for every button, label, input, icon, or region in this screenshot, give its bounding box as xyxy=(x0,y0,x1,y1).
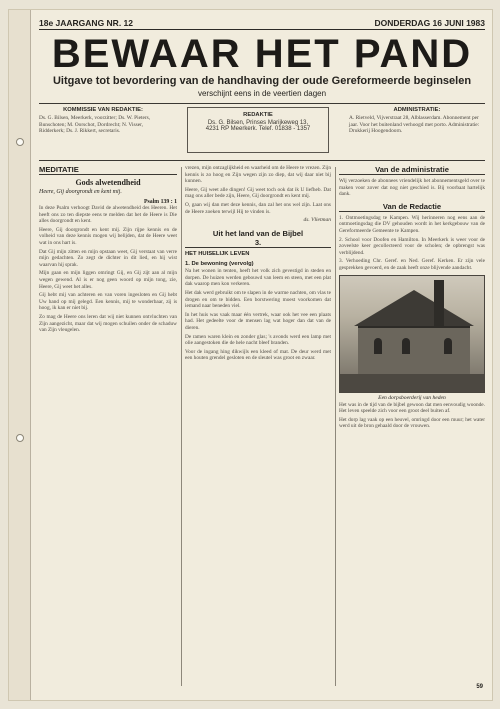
binding-margin xyxy=(9,10,31,700)
photo-ground xyxy=(340,374,484,392)
paragraph: Voor de ingang hing dikwijls een kleed of mat. De deur werd met een houten grendel gesloten en de sleutel was groot en zwaar. xyxy=(185,348,331,362)
article-body xyxy=(185,165,331,215)
article-body xyxy=(185,268,331,362)
admin-notice xyxy=(339,178,485,198)
paragraph: O, gaan wij dan met deze kennis, dan zal het ons wel zijn. Laat ons de Heere zoeken terwijl Hij te vinden is. xyxy=(185,201,331,215)
editor-heading: REDAKTIE xyxy=(243,112,273,118)
article-body xyxy=(39,205,177,334)
section-heading: Van de administratie xyxy=(339,165,485,175)
photo-window xyxy=(374,338,382,354)
binder-hole xyxy=(16,138,24,146)
info-box xyxy=(39,103,485,161)
numbered-item: 1. Ontmoetingsdag te Kampen. Wij herinneren nog eens aan de ontmoetingsdag die DV gehouden wordt in het kerkgebouw van de Gereformeerde Gemeente te Kampen. xyxy=(339,214,485,234)
farmhouse-photo xyxy=(339,275,485,393)
photo-caption: Een dorpsboerderij van heden xyxy=(378,394,446,401)
column-divider xyxy=(181,167,182,686)
column-right xyxy=(339,165,485,690)
editor-address: Ds. G. Bilsen, Prinses Marijkeweg 13, xyxy=(207,120,309,126)
newspaper-page xyxy=(9,10,492,700)
paragraph: Gij hebt mij van achteren en van voren ingesloten en Gij hebt Uw hand op mij gelegd. Een kennis, mij te wonderbaar, zij is hoog, ik kan er niet bij. xyxy=(39,292,177,312)
page-number: 59 xyxy=(476,684,483,690)
masthead-title: BEWAAR HET PAND xyxy=(51,32,473,76)
editorial-items xyxy=(339,215,485,272)
section-number: 3. xyxy=(185,238,331,248)
article-title: Gods alwetendheid xyxy=(75,178,141,187)
committee-heading: KOMMISSIE VAN REDAKTIE: xyxy=(63,107,143,113)
section-heading: Uit het land van de Bijbel xyxy=(212,229,304,239)
author-signature: ds. Vlietman xyxy=(303,217,331,224)
column-meditation xyxy=(39,165,177,690)
paragraph: In het huis was vaak maar één vertrek, waar ook het vee een plaats had. Het gedeelte voor de mensen lag wat hoger dan dat van de dieren. xyxy=(185,311,331,331)
photo-window xyxy=(444,338,452,354)
numbered-item: 3. Verhoeding Chr. Geref. en Ned. Geref. Kerken. Er zijn vele gesprekken gevoerd, en de zaak heeft onze blijvende aandacht. xyxy=(339,258,485,271)
issue-date: DONDERDAG 16 JUNI 1983 xyxy=(374,18,485,28)
issue-line xyxy=(39,18,485,30)
section-heading: MEDITATIE xyxy=(39,165,177,175)
paragraph: Het dak werd gebruikt om te slapen in de warme nachten, om vlas te drogen en om te bidden. Een borstwering moest voorkomen dat iemand naar beneden viel. xyxy=(185,289,331,310)
administration-box xyxy=(349,107,485,135)
paragraph: Mijn gaan en mijn liggen omringt Gij, en Gij zijt aan al mijn wegen gewend. Al is er nog geen woord op mijn tong, zie, Heere, Gij weet het alles. xyxy=(39,270,177,290)
paragraph: De ramen waren klein en zonder glas; 's avonds werd een lamp met olie aangestoken die de hele nacht bleef branden. xyxy=(185,333,331,347)
paragraph: Wij verzoeken de abonnees vriendelijk het abonnementsgeld over te maken voor zover dat nog niet geschied is. Bij voorbaat hartelijk dank. xyxy=(339,178,485,198)
article-body xyxy=(339,402,485,430)
section-heading: Van de Redactie xyxy=(339,202,485,212)
paragraph: Dat Gij mijn zitten en mijn opstaan weet, Gij verstaat van verre mijn gedachten. Zo zegt de dichter in dit lied, en hij wist waarvan hij sprak. xyxy=(39,248,177,268)
photo-window xyxy=(402,338,410,354)
paragraph: In deze Psalm verhoogt David de alwetendheid des Heeren. Het heeft ons zo ten diepste eens te melden dat het de Heere is Die alles doorgrondt en kent. xyxy=(39,205,177,225)
subheading: 1. De bewoning (vervolg) xyxy=(185,261,254,268)
administration-heading: ADMINISTRATIE: xyxy=(393,107,441,113)
issue-year: 18e JAARGANG NR. 12 xyxy=(39,18,134,28)
masthead-tagline: verschijnt eens in de veertien dagen xyxy=(197,89,327,98)
numbered-item: 2. School voor Doofen en Hamilton. In Meerkerk is weer voor de zoveelste keer gecollecteerd voor de scholen; de opbrengst was verblijdend. xyxy=(339,236,485,256)
column-middle xyxy=(185,165,331,690)
verse-reference: Psalm 139 : 1 xyxy=(143,199,177,205)
masthead-subtitle: Uitgave tot bevordering van de handhaving der oude Gereformeerde beginselen xyxy=(52,75,472,87)
paragraph: Het dorp lag vaak op een heuvel, omringd door een muur; het water werd uit de bron gehaald door de vrouwen. xyxy=(339,416,485,430)
editor-phone: 4231 RP Meerkerk. Telef. 01838 - 1357 xyxy=(205,126,311,132)
paragraph: vrezen, mijn ontzaglijkheid en waarheid om de Heere te vrezen. Zijn kennis is zo hoog en Zijn wegen zijn zo diep, dat wij daar niet bij kunnen. xyxy=(185,165,331,185)
paragraph: Heere, Gij weet alle dingen! Gij weet toch ook dat ik U liefheb. Dat mag ons aller bede zijn, Heere, Gij doorgrondt en kent mij. xyxy=(185,186,331,200)
committee-text: Ds. G. Bilsen, Meerkerk, voorzitter; Ds. W. Pieters, Bunschoten; M. Oorschot, Dordrecht; N. Visser, Ridderkerk; Ds. J. Rikkert, secretaris. xyxy=(39,115,151,134)
editor-box xyxy=(187,107,329,153)
paragraph: Na het wonen in tenten, heeft het volk zich gevestigd in steden en dorpen. De huizen werden gebouwd van leem en steen, met een plat dak waarop men kon verkeren. xyxy=(185,268,331,288)
binder-hole xyxy=(16,434,24,442)
editorial-committee xyxy=(39,107,167,135)
column-divider xyxy=(335,167,336,686)
bible-verse: Heere, Gij doorgrondt en kent mij. xyxy=(39,189,122,195)
page-content xyxy=(39,18,485,690)
paragraph: Zo mag de Heere ons leren dat wij niet kunnen ontvluchten van Zijn aangezicht, maar dat wij mogen schuilen onder de schaduw van Zijn vleugelen. xyxy=(39,313,177,334)
subheading: HET HUISELIJK LEVEN xyxy=(185,251,250,258)
paragraph: Het was in de tijd van de bijbel gewoon dat men eenvoudig woonde. Het leven speelde zich voor een groot deel buiten af. xyxy=(339,401,485,415)
administration-text: A. Rietveld, Vijverstraat 28, Alblasserdam. Abonnement per jaar. Voor het buitenland verhoogd met porto. Administratie: Drukkerij Hoogendoorn. xyxy=(349,115,480,134)
article-columns xyxy=(39,165,485,690)
photo-chimney xyxy=(434,280,444,332)
photo-roof xyxy=(354,290,474,326)
paragraph: Heere, Gij doorgrondt en kent mij. Zijn rijpe kennis en de volheid van deze kennis mogen wij belijden, dat de Heere weet wat in ons hart is. xyxy=(39,226,177,246)
